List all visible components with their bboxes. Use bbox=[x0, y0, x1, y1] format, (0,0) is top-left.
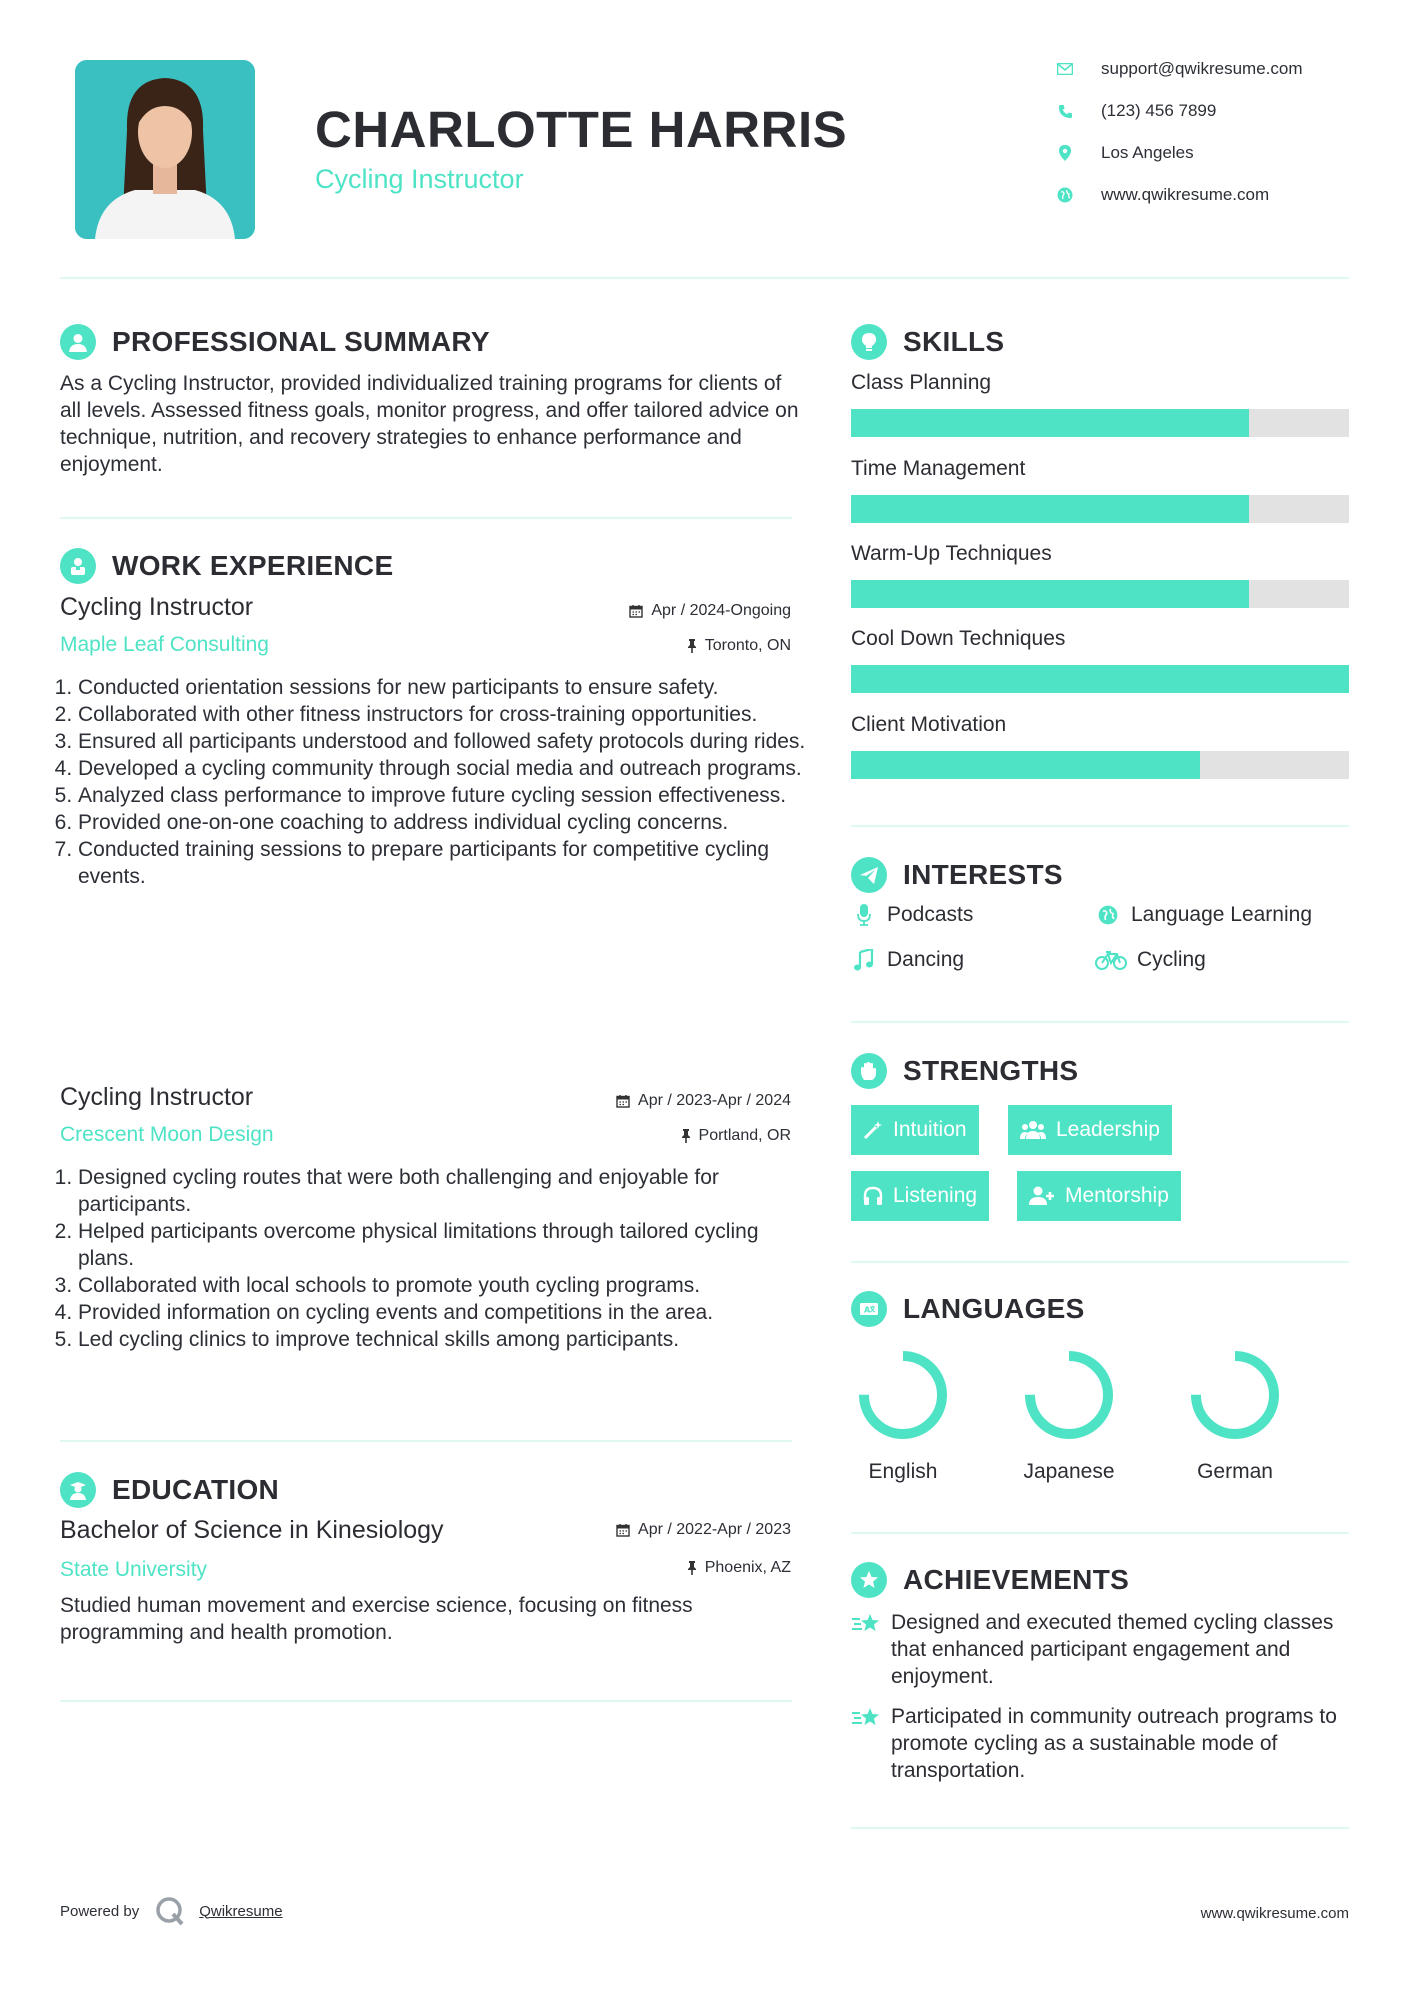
interest-item bbox=[1095, 948, 1206, 972]
contact-email[interactable] bbox=[1055, 55, 1303, 83]
star-badge-icon bbox=[851, 1562, 887, 1598]
job-2-title: Cycling Instructor bbox=[60, 1083, 254, 1111]
languages-divider bbox=[851, 1532, 1349, 1534]
calendar-icon bbox=[616, 1523, 630, 1537]
achievement-item bbox=[851, 1703, 1351, 1784]
user-icon bbox=[60, 324, 96, 360]
qwikresume-logo-icon bbox=[155, 1896, 185, 1926]
interests-title: INTERESTS bbox=[903, 859, 1063, 890]
interests-heading bbox=[851, 857, 1063, 893]
interest-label: Dancing bbox=[887, 948, 965, 971]
interest-item bbox=[851, 903, 973, 927]
strengths-divider bbox=[851, 1261, 1349, 1263]
contact-location-text: Los Angeles bbox=[1101, 143, 1194, 162]
languages-heading bbox=[851, 1291, 1085, 1327]
list-item: 4. Provided information on cycling events and competitions in the area. bbox=[78, 1299, 813, 1326]
list-item: 6. Provided one-on-one coaching to address individual cycling concerns. bbox=[78, 809, 813, 836]
contact-website-text: www.qwikresume.com bbox=[1101, 185, 1270, 204]
job-1-bullets bbox=[60, 674, 813, 890]
interest-label: Podcasts bbox=[887, 903, 974, 926]
skill-bar-fill bbox=[851, 665, 1349, 693]
qwikresume-link[interactable]: Qwikresume bbox=[199, 1902, 283, 1920]
strength-badge bbox=[851, 1171, 989, 1221]
list-item: 2. Collaborated with other fitness instructors for cross-training opportunities. bbox=[78, 701, 813, 728]
strength-label: Intuition bbox=[893, 1118, 967, 1141]
skill-bar-track bbox=[851, 409, 1349, 437]
achievement-text: Participated in community outreach programs to promote cycling as a sustainable mode of transportation. bbox=[891, 1705, 1337, 1782]
contact-location bbox=[1055, 139, 1194, 167]
contact-phone-text: (123) 456 7899 bbox=[1101, 101, 1217, 120]
list-item: 5. Led cycling clinics to improve technical skills among participants. bbox=[78, 1326, 813, 1353]
experience-title: WORK EXPERIENCE bbox=[112, 550, 394, 581]
list-item: 4. Developed a cycling community through social media and outreach programs. bbox=[78, 755, 813, 782]
strength-badge bbox=[1017, 1171, 1181, 1221]
skill-bar-fill bbox=[851, 409, 1249, 437]
hand-icon bbox=[851, 1053, 887, 1089]
language-item bbox=[999, 1345, 1139, 1484]
skill-bar-track bbox=[851, 580, 1349, 608]
language-item bbox=[1165, 1345, 1305, 1484]
job-1-dates bbox=[560, 602, 791, 620]
users-icon bbox=[1020, 1120, 1046, 1140]
list-item: 1. Designed cycling routes that were both challenging and enjoyable for participants. bbox=[78, 1164, 813, 1218]
language-label: German bbox=[1197, 1460, 1273, 1483]
profile-photo bbox=[75, 60, 255, 239]
header-divider bbox=[60, 277, 1349, 279]
language-ring bbox=[853, 1345, 953, 1445]
experience-heading bbox=[60, 548, 393, 584]
candidate-name: CHARLOTTE HARRIS bbox=[315, 101, 848, 158]
language-item bbox=[833, 1345, 973, 1484]
list-item: 2. Helped participants overcome physical limitations through tailored cycling plans. bbox=[78, 1218, 813, 1272]
education-divider bbox=[60, 1700, 792, 1702]
list-item: 7. Conducted training sessions to prepare participants for competitive cycling events. bbox=[78, 836, 813, 890]
language-ring bbox=[1019, 1345, 1119, 1445]
interest-item bbox=[851, 948, 964, 972]
pushpin-icon bbox=[687, 1561, 697, 1575]
skill-label: Client Motivation bbox=[851, 713, 1007, 736]
education-dates bbox=[560, 1521, 791, 1539]
summary-text: As a Cycling Instructor, provided individualized training programs for clients of all levels. Assessed fitness goals, monitor progress, and offer tailored advice on technique, nutrition, and recovery strategies to enhance performance and enjoyment. bbox=[60, 372, 799, 476]
skill-bar-fill bbox=[851, 580, 1249, 608]
headphones-icon bbox=[863, 1186, 883, 1206]
pushpin-icon bbox=[687, 639, 697, 653]
footer-powered-by bbox=[60, 1896, 283, 1926]
skills-divider bbox=[851, 825, 1349, 827]
summary-heading bbox=[60, 324, 490, 360]
job-2-dates bbox=[560, 1092, 791, 1110]
interest-label: Cycling bbox=[1137, 948, 1206, 971]
calendar-icon bbox=[616, 1094, 630, 1108]
job-2-location-text: Portland, OR bbox=[698, 1127, 791, 1144]
svg-text:A: A bbox=[864, 1305, 871, 1315]
magic-wand-icon bbox=[863, 1120, 883, 1140]
contact-phone[interactable] bbox=[1055, 97, 1216, 125]
skill-bar-track bbox=[851, 751, 1349, 779]
education-title: EDUCATION bbox=[112, 1474, 280, 1505]
interests-divider bbox=[851, 1021, 1349, 1023]
job-2-company: Crescent Moon Design bbox=[60, 1123, 274, 1146]
education-dates-text: Apr / 2022-Apr / 2023 bbox=[638, 1521, 791, 1538]
shooting-star-icon bbox=[851, 1703, 891, 1784]
achievement-item bbox=[851, 1609, 1351, 1690]
summary-title: PROFESSIONAL SUMMARY bbox=[112, 326, 490, 357]
job-2-bullets bbox=[60, 1164, 813, 1353]
job-1-dates-text: Apr / 2024-Ongoing bbox=[651, 602, 791, 619]
achievements-divider bbox=[851, 1827, 1349, 1829]
skill-label: Class Planning bbox=[851, 371, 992, 394]
school-name: State University bbox=[60, 1558, 208, 1581]
achievements-heading bbox=[851, 1562, 1129, 1598]
phone-icon bbox=[1055, 101, 1075, 121]
list-item: 3. Ensured all participants understood and followed safety protocols during rides. bbox=[78, 728, 813, 755]
degree-title: Bachelor of Science in Kinesiology bbox=[60, 1516, 444, 1544]
job-1-location bbox=[560, 637, 791, 655]
education-location bbox=[560, 1559, 791, 1577]
strength-label: Listening bbox=[893, 1184, 978, 1207]
skill-bar-track bbox=[851, 665, 1349, 693]
candidate-title: Cycling Instructor bbox=[315, 164, 524, 194]
location-pin-icon bbox=[1055, 143, 1075, 163]
education-heading bbox=[60, 1472, 279, 1508]
person-portrait-icon bbox=[75, 60, 255, 239]
strengths-title: STRENGTHS bbox=[903, 1055, 1079, 1086]
achievements-title: ACHIEVEMENTS bbox=[903, 1564, 1130, 1595]
microphone-icon bbox=[851, 904, 877, 926]
language-label: Japanese bbox=[1023, 1460, 1115, 1483]
skills-title: SKILLS bbox=[903, 326, 1005, 357]
skill-bar-track bbox=[851, 495, 1349, 523]
education-text: Studied human movement and exercise science, focusing on fitness programming and health promotion. bbox=[60, 1594, 693, 1644]
music-note-icon bbox=[851, 949, 877, 971]
skill-label: Warm-Up Techniques bbox=[851, 542, 1052, 565]
lightbulb-icon bbox=[851, 324, 887, 360]
skill-bar-fill bbox=[851, 495, 1249, 523]
contact-email-text: support@qwikresume.com bbox=[1101, 59, 1303, 78]
job-2-location bbox=[560, 1127, 791, 1145]
list-item: 1. Conducted orientation sessions for new participants to ensure safety. bbox=[78, 674, 813, 701]
globe-icon bbox=[1095, 905, 1121, 925]
job-1-company: Maple Leaf Consulting bbox=[60, 633, 269, 656]
languages-title: LANGUAGES bbox=[903, 1293, 1085, 1324]
briefcase-icon bbox=[60, 548, 96, 584]
strength-badge bbox=[1008, 1105, 1172, 1155]
interest-item bbox=[1095, 903, 1312, 927]
strength-label: Leadership bbox=[1056, 1118, 1160, 1141]
calendar-icon bbox=[629, 604, 643, 618]
strength-badge bbox=[851, 1105, 979, 1155]
shooting-star-icon bbox=[851, 1609, 891, 1690]
contact-website[interactable] bbox=[1055, 181, 1269, 209]
skills-heading bbox=[851, 324, 1004, 360]
summary-divider bbox=[60, 517, 792, 519]
experience-divider bbox=[60, 1440, 792, 1442]
envelope-icon bbox=[1055, 59, 1075, 79]
education-location-text: Phoenix, AZ bbox=[704, 1559, 791, 1576]
footer-url[interactable]: www.qwikresume.com bbox=[1200, 1905, 1349, 1922]
job-1-location-text: Toronto, ON bbox=[704, 637, 791, 654]
job-1-title: Cycling Instructor bbox=[60, 593, 254, 621]
language-icon bbox=[851, 1291, 887, 1327]
list-item: 5. Analyzed class performance to improve future cycling session effectiveness. bbox=[78, 782, 813, 809]
language-ring bbox=[1185, 1345, 1285, 1445]
skill-label: Cool Down Techniques bbox=[851, 627, 1066, 650]
interest-label: Language Learning bbox=[1131, 903, 1313, 926]
job-2-dates-text: Apr / 2023-Apr / 2024 bbox=[638, 1092, 791, 1109]
powered-by-label: Powered by bbox=[60, 1902, 140, 1920]
list-item: 3. Collaborated with local schools to promote youth cycling programs. bbox=[78, 1272, 813, 1299]
skill-label: Time Management bbox=[851, 457, 1026, 480]
strength-label: Mentorship bbox=[1065, 1184, 1169, 1207]
bicycle-icon bbox=[1095, 950, 1127, 970]
pushpin-icon bbox=[681, 1129, 691, 1143]
achievement-text: Designed and executed themed cycling classes that enhanced participant engagement and enjoyment. bbox=[891, 1611, 1334, 1688]
user-plus-icon bbox=[1029, 1186, 1055, 1206]
graduate-icon bbox=[60, 1472, 96, 1508]
globe-icon bbox=[1055, 185, 1075, 205]
language-label: English bbox=[868, 1460, 938, 1483]
skill-bar-fill bbox=[851, 751, 1200, 779]
strengths-heading bbox=[851, 1053, 1078, 1089]
paper-plane-icon bbox=[851, 857, 887, 893]
